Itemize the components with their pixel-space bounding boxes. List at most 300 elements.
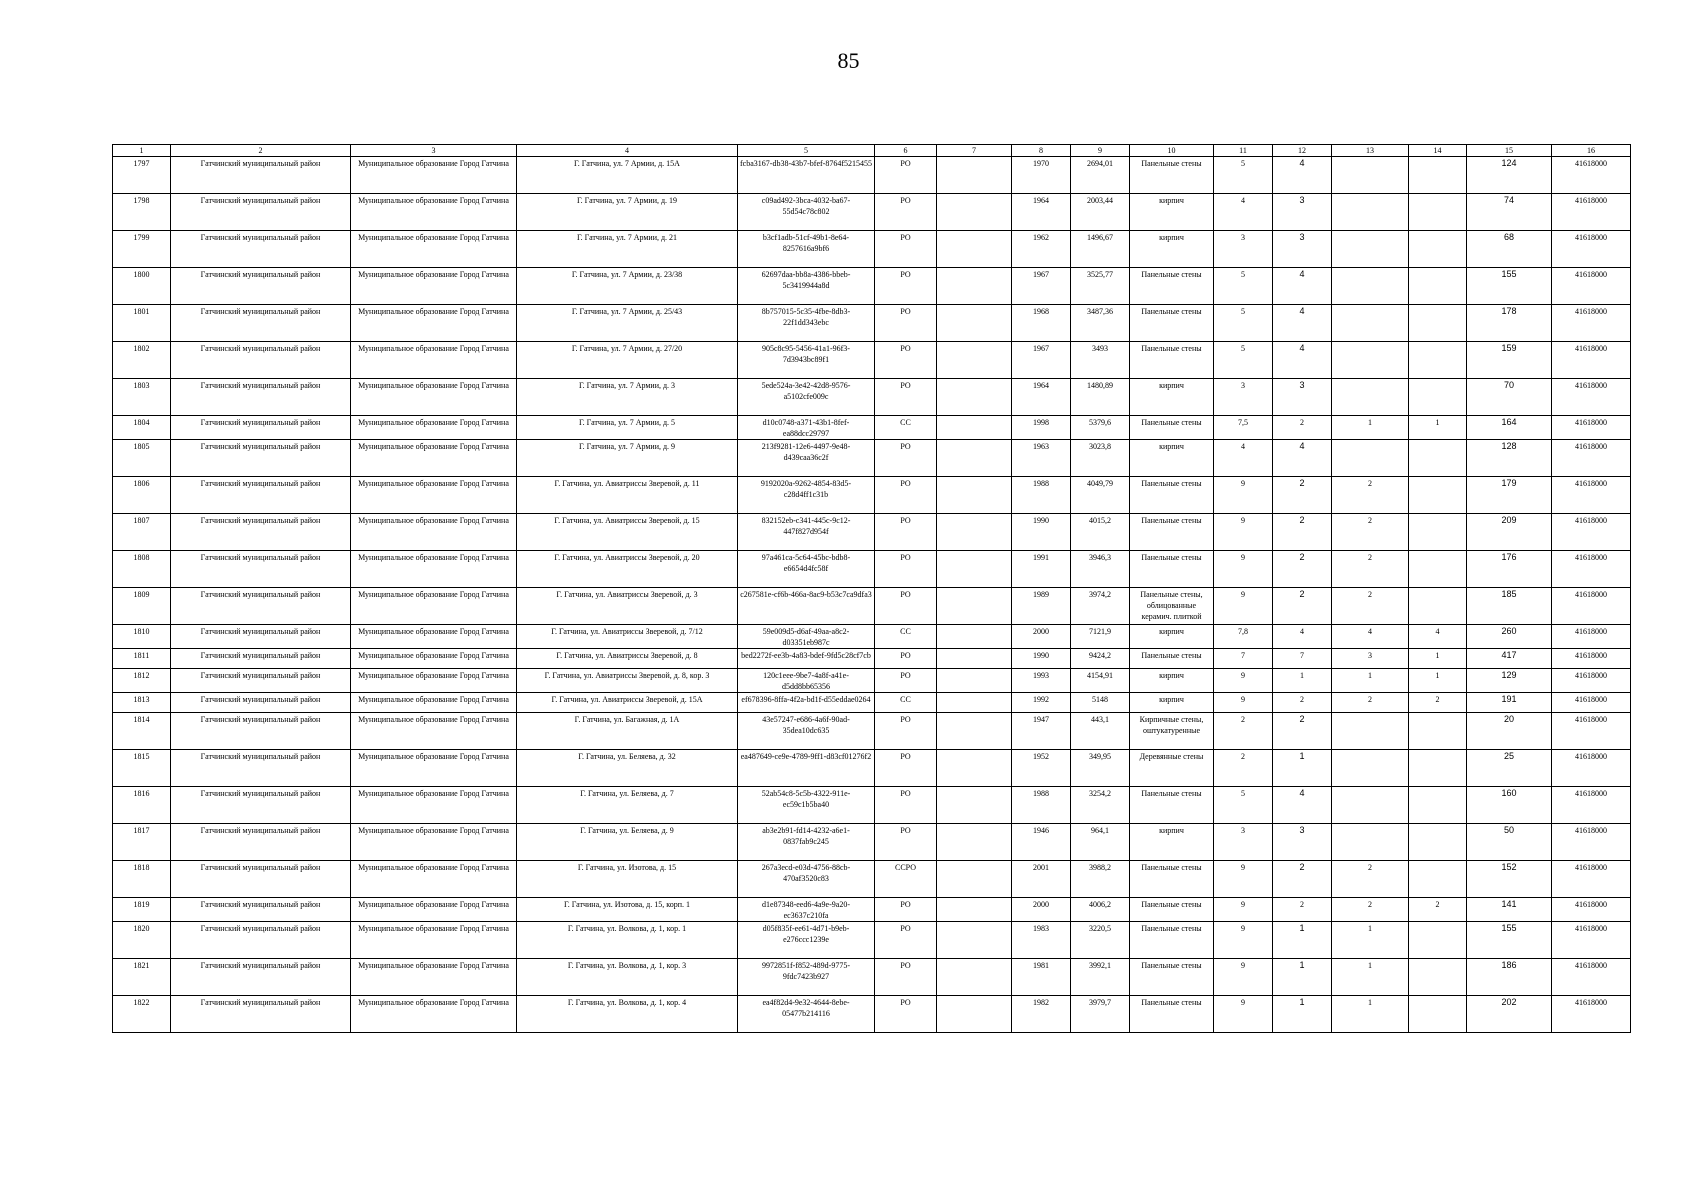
cell-category: РО bbox=[875, 959, 937, 996]
cell-wall-material: Кирпичные стены, оштукатуренные bbox=[1130, 713, 1214, 750]
cell-category: РО bbox=[875, 231, 937, 268]
cell-floors: 9 bbox=[1214, 551, 1273, 588]
cell-floors: 5 bbox=[1214, 268, 1273, 305]
cell-col-7 bbox=[937, 649, 1012, 669]
cell-year-built: 1970 bbox=[1012, 157, 1071, 194]
cell-col-13: 1 bbox=[1332, 669, 1409, 693]
cell-row-number: 1802 bbox=[113, 342, 171, 379]
cell-residents: 185 bbox=[1467, 588, 1552, 625]
cell-entrances: 2 bbox=[1273, 416, 1332, 440]
cell-area: 9424,2 bbox=[1071, 649, 1130, 669]
cell-address: Г. Гатчина, ул. Изотова, д. 15 bbox=[517, 861, 738, 898]
table-row bbox=[113, 750, 1631, 787]
cell-year-built: 1964 bbox=[1012, 379, 1071, 416]
cell-entrances: 1 bbox=[1273, 922, 1332, 959]
cell-category: РО bbox=[875, 305, 937, 342]
cell-wall-material: Панельные стены bbox=[1130, 959, 1214, 996]
cell-floors: 9 bbox=[1214, 898, 1273, 922]
cell-residents: 50 bbox=[1467, 824, 1552, 861]
cell-municipality: Муниципальное образование Город Гатчина bbox=[351, 669, 517, 693]
cell-year-built: 1998 bbox=[1012, 416, 1071, 440]
cell-district: Гатчинский муниципальный район bbox=[171, 922, 351, 959]
cell-fias-id: c267581e-cf6b-466a-8ac9-b53c7ca9dfa3 bbox=[738, 588, 875, 625]
cell-col-14: 1 bbox=[1409, 416, 1467, 440]
cell-wall-material: Панельные стены bbox=[1130, 787, 1214, 824]
cell-col-14 bbox=[1409, 861, 1467, 898]
cell-oktmo: 41618000 bbox=[1552, 305, 1631, 342]
cell-residents: 160 bbox=[1467, 787, 1552, 824]
cell-area: 3220,5 bbox=[1071, 922, 1130, 959]
cell-col-7 bbox=[937, 268, 1012, 305]
cell-municipality: Муниципальное образование Город Гатчина bbox=[351, 514, 517, 551]
cell-col-13: 2 bbox=[1332, 588, 1409, 625]
cell-municipality: Муниципальное образование Город Гатчина bbox=[351, 959, 517, 996]
cell-year-built: 1982 bbox=[1012, 996, 1071, 1033]
cell-category: РО bbox=[875, 379, 937, 416]
cell-residents: 260 bbox=[1467, 625, 1552, 649]
page-number: 85 bbox=[837, 48, 860, 73]
cell-col-7 bbox=[937, 713, 1012, 750]
cell-floors: 5 bbox=[1214, 342, 1273, 379]
cell-oktmo: 41618000 bbox=[1552, 959, 1631, 996]
cell-row-number: 1808 bbox=[113, 551, 171, 588]
cell-district: Гатчинский муниципальный район bbox=[171, 693, 351, 713]
cell-fias-id: fcba3167-db38-43b7-bfef-8764f5215455 bbox=[738, 157, 875, 194]
cell-category: РО bbox=[875, 551, 937, 588]
cell-address: Г. Гатчина, ул. Изотова, д. 15, корп. 1 bbox=[517, 898, 738, 922]
cell-col-14 bbox=[1409, 477, 1467, 514]
cell-category: РО bbox=[875, 440, 937, 477]
column-header-12: 12 bbox=[1273, 145, 1332, 157]
table-row bbox=[113, 588, 1631, 625]
cell-col-14 bbox=[1409, 231, 1467, 268]
cell-col-14 bbox=[1409, 787, 1467, 824]
cell-area: 7121,9 bbox=[1071, 625, 1130, 649]
cell-fias-id: 120c1eee-9be7-4a8f-a41e-d5dd8bb65356 bbox=[738, 669, 875, 693]
cell-year-built: 1968 bbox=[1012, 305, 1071, 342]
cell-oktmo: 41618000 bbox=[1552, 157, 1631, 194]
cell-col-14 bbox=[1409, 551, 1467, 588]
cell-address: Г. Гатчина, ул. Беляева, д. 7 bbox=[517, 787, 738, 824]
cell-municipality: Муниципальное образование Город Гатчина bbox=[351, 588, 517, 625]
cell-col-13 bbox=[1332, 342, 1409, 379]
cell-oktmo: 41618000 bbox=[1552, 551, 1631, 588]
cell-floors: 9 bbox=[1214, 922, 1273, 959]
cell-entrances: 4 bbox=[1273, 305, 1332, 342]
cell-year-built: 1963 bbox=[1012, 440, 1071, 477]
cell-col-14 bbox=[1409, 440, 1467, 477]
cell-col-7 bbox=[937, 416, 1012, 440]
cell-col-14 bbox=[1409, 922, 1467, 959]
cell-wall-material: Панельные стены bbox=[1130, 514, 1214, 551]
cell-category: РО bbox=[875, 750, 937, 787]
cell-wall-material: Панельные стены bbox=[1130, 649, 1214, 669]
cell-category: РО bbox=[875, 922, 937, 959]
cell-district: Гатчинский муниципальный район bbox=[171, 342, 351, 379]
cell-col-13 bbox=[1332, 824, 1409, 861]
cell-col-7 bbox=[937, 342, 1012, 379]
cell-entrances: 2 bbox=[1273, 514, 1332, 551]
table-row bbox=[113, 231, 1631, 268]
table-row bbox=[113, 787, 1631, 824]
cell-col-13: 2 bbox=[1332, 477, 1409, 514]
cell-district: Гатчинский муниципальный район bbox=[171, 649, 351, 669]
cell-floors: 3 bbox=[1214, 824, 1273, 861]
cell-col-13: 4 bbox=[1332, 625, 1409, 649]
table-row bbox=[113, 157, 1631, 194]
cell-address: Г. Гатчина, ул. Авиатриссы Зверевой, д. 3 bbox=[517, 588, 738, 625]
cell-row-number: 1818 bbox=[113, 861, 171, 898]
cell-residents: 202 bbox=[1467, 996, 1552, 1033]
cell-district: Гатчинский муниципальный район bbox=[171, 750, 351, 787]
cell-category: РО bbox=[875, 588, 937, 625]
cell-area: 3023,8 bbox=[1071, 440, 1130, 477]
cell-area: 3946,3 bbox=[1071, 551, 1130, 588]
cell-municipality: Муниципальное образование Город Гатчина bbox=[351, 440, 517, 477]
cell-wall-material: кирпич bbox=[1130, 669, 1214, 693]
cell-col-7 bbox=[937, 231, 1012, 268]
cell-category: РО bbox=[875, 824, 937, 861]
cell-district: Гатчинский муниципальный район bbox=[171, 898, 351, 922]
cell-col-7 bbox=[937, 157, 1012, 194]
cell-district: Гатчинский муниципальный район bbox=[171, 625, 351, 649]
cell-col-7 bbox=[937, 194, 1012, 231]
cell-residents: 124 bbox=[1467, 157, 1552, 194]
table-row bbox=[113, 625, 1631, 649]
cell-entrances: 4 bbox=[1273, 787, 1332, 824]
cell-row-number: 1820 bbox=[113, 922, 171, 959]
cell-entrances: 4 bbox=[1273, 342, 1332, 379]
table-row bbox=[113, 922, 1631, 959]
cell-col-14 bbox=[1409, 713, 1467, 750]
cell-oktmo: 41618000 bbox=[1552, 477, 1631, 514]
cell-col-13: 2 bbox=[1332, 693, 1409, 713]
cell-oktmo: 41618000 bbox=[1552, 649, 1631, 669]
cell-wall-material: Панельные стены bbox=[1130, 416, 1214, 440]
cell-entrances: 3 bbox=[1273, 231, 1332, 268]
cell-col-13 bbox=[1332, 194, 1409, 231]
cell-municipality: Муниципальное образование Город Гатчина bbox=[351, 750, 517, 787]
cell-district: Гатчинский муниципальный район bbox=[171, 231, 351, 268]
cell-row-number: 1821 bbox=[113, 959, 171, 996]
cell-fias-id: ab3e2b91-fd14-4232-a6e1-0837fab9c245 bbox=[738, 824, 875, 861]
column-header-11: 11 bbox=[1214, 145, 1273, 157]
table-row bbox=[113, 649, 1631, 669]
cell-entrances: 2 bbox=[1273, 898, 1332, 922]
cell-year-built: 1962 bbox=[1012, 231, 1071, 268]
cell-row-number: 1801 bbox=[113, 305, 171, 342]
cell-fias-id: ef678396-8ffa-4f2a-bd1f-d55eddae0264 bbox=[738, 693, 875, 713]
cell-col-13 bbox=[1332, 231, 1409, 268]
cell-address: Г. Гатчина, ул. 7 Армии, д. 25/43 bbox=[517, 305, 738, 342]
cell-residents: 159 bbox=[1467, 342, 1552, 379]
cell-col-7 bbox=[937, 824, 1012, 861]
cell-col-14 bbox=[1409, 305, 1467, 342]
cell-address: Г. Гатчина, ул. Авиатриссы Зверевой, д. 8 bbox=[517, 649, 738, 669]
cell-row-number: 1822 bbox=[113, 996, 171, 1033]
cell-wall-material: Панельные стены, облицованные керамич. плиткой bbox=[1130, 588, 1214, 625]
cell-col-14: 1 bbox=[1409, 649, 1467, 669]
cell-floors: 4 bbox=[1214, 194, 1273, 231]
cell-municipality: Муниципальное образование Город Гатчина bbox=[351, 787, 517, 824]
cell-year-built: 1947 bbox=[1012, 713, 1071, 750]
cell-wall-material: Панельные стены bbox=[1130, 305, 1214, 342]
cell-year-built: 2000 bbox=[1012, 625, 1071, 649]
cell-wall-material: кирпич bbox=[1130, 625, 1214, 649]
cell-residents: 20 bbox=[1467, 713, 1552, 750]
cell-col-14 bbox=[1409, 824, 1467, 861]
cell-fias-id: ea4f82d4-9e32-4644-8ebe-05477b214116 bbox=[738, 996, 875, 1033]
cell-year-built: 2000 bbox=[1012, 898, 1071, 922]
column-header-3: 3 bbox=[351, 145, 517, 157]
cell-municipality: Муниципальное образование Город Гатчина bbox=[351, 898, 517, 922]
cell-category: РО bbox=[875, 713, 937, 750]
cell-municipality: Муниципальное образование Город Гатчина bbox=[351, 649, 517, 669]
cell-col-7 bbox=[937, 861, 1012, 898]
cell-floors: 7,8 bbox=[1214, 625, 1273, 649]
cell-municipality: Муниципальное образование Город Гатчина bbox=[351, 416, 517, 440]
cell-wall-material: кирпич bbox=[1130, 231, 1214, 268]
table-row bbox=[113, 713, 1631, 750]
cell-area: 4049,79 bbox=[1071, 477, 1130, 514]
cell-col-7 bbox=[937, 996, 1012, 1033]
cell-year-built: 1988 bbox=[1012, 477, 1071, 514]
cell-oktmo: 41618000 bbox=[1552, 514, 1631, 551]
cell-row-number: 1819 bbox=[113, 898, 171, 922]
cell-oktmo: 41618000 bbox=[1552, 440, 1631, 477]
cell-area: 5148 bbox=[1071, 693, 1130, 713]
cell-area: 349,95 bbox=[1071, 750, 1130, 787]
cell-col-7 bbox=[937, 959, 1012, 996]
cell-category: РО bbox=[875, 268, 937, 305]
cell-oktmo: 41618000 bbox=[1552, 861, 1631, 898]
cell-entrances: 2 bbox=[1273, 588, 1332, 625]
cell-row-number: 1812 bbox=[113, 669, 171, 693]
cell-entrances: 1 bbox=[1273, 750, 1332, 787]
cell-entrances: 3 bbox=[1273, 379, 1332, 416]
cell-entrances: 1 bbox=[1273, 996, 1332, 1033]
cell-col-7 bbox=[937, 898, 1012, 922]
cell-district: Гатчинский муниципальный район bbox=[171, 514, 351, 551]
cell-col-13: 1 bbox=[1332, 416, 1409, 440]
cell-address: Г. Гатчина, ул. Волкова, д. 1, кор. 3 bbox=[517, 959, 738, 996]
cell-row-number: 1798 bbox=[113, 194, 171, 231]
cell-floors: 9 bbox=[1214, 959, 1273, 996]
housing-registry-table bbox=[112, 144, 1631, 1033]
cell-area: 1480,89 bbox=[1071, 379, 1130, 416]
cell-row-number: 1807 bbox=[113, 514, 171, 551]
cell-col-13 bbox=[1332, 787, 1409, 824]
cell-col-13 bbox=[1332, 305, 1409, 342]
cell-row-number: 1800 bbox=[113, 268, 171, 305]
cell-wall-material: Панельные стены bbox=[1130, 922, 1214, 959]
cell-municipality: Муниципальное образование Город Гатчина bbox=[351, 342, 517, 379]
cell-wall-material: Панельные стены bbox=[1130, 268, 1214, 305]
cell-address: Г. Гатчина, ул. Авиатриссы Зверевой, д. 15 bbox=[517, 514, 738, 551]
cell-residents: 68 bbox=[1467, 231, 1552, 268]
cell-address: Г. Гатчина, ул. 7 Армии, д. 5 bbox=[517, 416, 738, 440]
cell-address: Г. Гатчина, ул. 7 Армии, д. 27/20 bbox=[517, 342, 738, 379]
cell-floors: 2 bbox=[1214, 750, 1273, 787]
cell-row-number: 1805 bbox=[113, 440, 171, 477]
cell-municipality: Муниципальное образование Город Гатчина bbox=[351, 231, 517, 268]
cell-oktmo: 41618000 bbox=[1552, 588, 1631, 625]
cell-fias-id: 59e009d5-d6af-49aa-a8c2-d03351eb987c bbox=[738, 625, 875, 649]
cell-category: РО bbox=[875, 787, 937, 824]
column-header-5: 5 bbox=[738, 145, 875, 157]
cell-col-13 bbox=[1332, 750, 1409, 787]
cell-fias-id: 52ab54c8-5c5b-4322-911e-ec59c1b5ba40 bbox=[738, 787, 875, 824]
cell-address: Г. Гатчина, ул. Авиатриссы Зверевой, д. 15А bbox=[517, 693, 738, 713]
cell-category: РО bbox=[875, 649, 937, 669]
cell-col-7 bbox=[937, 693, 1012, 713]
cell-col-13 bbox=[1332, 268, 1409, 305]
cell-residents: 186 bbox=[1467, 959, 1552, 996]
cell-district: Гатчинский муниципальный район bbox=[171, 787, 351, 824]
cell-entrances: 2 bbox=[1273, 693, 1332, 713]
cell-floors: 9 bbox=[1214, 588, 1273, 625]
cell-area: 4015,2 bbox=[1071, 514, 1130, 551]
cell-category: РО bbox=[875, 669, 937, 693]
cell-row-number: 1797 bbox=[113, 157, 171, 194]
cell-fias-id: d1e87348-eed6-4a9e-9a20-ec3637c210fa bbox=[738, 898, 875, 922]
cell-wall-material: Панельные стены bbox=[1130, 157, 1214, 194]
cell-col-14: 1 bbox=[1409, 669, 1467, 693]
cell-oktmo: 41618000 bbox=[1552, 231, 1631, 268]
cell-address: Г. Гатчина, ул. Багажная, д. 1А bbox=[517, 713, 738, 750]
cell-year-built: 1993 bbox=[1012, 669, 1071, 693]
cell-wall-material: кирпич bbox=[1130, 440, 1214, 477]
cell-col-13: 1 bbox=[1332, 959, 1409, 996]
cell-address: Г. Гатчина, ул. Авиатриссы Зверевой, д. 8, кор. 3 bbox=[517, 669, 738, 693]
table-row bbox=[113, 268, 1631, 305]
column-header-14: 14 bbox=[1409, 145, 1467, 157]
cell-row-number: 1811 bbox=[113, 649, 171, 669]
cell-district: Гатчинский муниципальный район bbox=[171, 551, 351, 588]
cell-category: РО bbox=[875, 514, 937, 551]
cell-col-7 bbox=[937, 514, 1012, 551]
cell-residents: 209 bbox=[1467, 514, 1552, 551]
cell-address: Г. Гатчина, ул. 7 Армии, д. 23/38 bbox=[517, 268, 738, 305]
cell-municipality: Муниципальное образование Город Гатчина bbox=[351, 305, 517, 342]
cell-col-14 bbox=[1409, 750, 1467, 787]
column-header-10: 10 bbox=[1130, 145, 1214, 157]
cell-year-built: 1964 bbox=[1012, 194, 1071, 231]
cell-area: 3988,2 bbox=[1071, 861, 1130, 898]
cell-residents: 164 bbox=[1467, 416, 1552, 440]
cell-area: 1496,67 bbox=[1071, 231, 1130, 268]
column-header-6: 6 bbox=[875, 145, 937, 157]
cell-residents: 129 bbox=[1467, 669, 1552, 693]
table-row bbox=[113, 440, 1631, 477]
cell-col-13: 1 bbox=[1332, 922, 1409, 959]
cell-floors: 3 bbox=[1214, 379, 1273, 416]
table-row bbox=[113, 959, 1631, 996]
cell-floors: 9 bbox=[1214, 477, 1273, 514]
cell-oktmo: 41618000 bbox=[1552, 787, 1631, 824]
cell-municipality: Муниципальное образование Город Гатчина bbox=[351, 824, 517, 861]
column-header-7: 7 bbox=[937, 145, 1012, 157]
cell-col-7 bbox=[937, 477, 1012, 514]
cell-area: 3992,1 bbox=[1071, 959, 1130, 996]
cell-municipality: Муниципальное образование Город Гатчина bbox=[351, 922, 517, 959]
cell-row-number: 1815 bbox=[113, 750, 171, 787]
cell-entrances: 2 bbox=[1273, 713, 1332, 750]
cell-col-13: 2 bbox=[1332, 551, 1409, 588]
cell-col-13: 2 bbox=[1332, 514, 1409, 551]
cell-wall-material: Панельные стены bbox=[1130, 477, 1214, 514]
cell-category: РО bbox=[875, 342, 937, 379]
cell-entrances: 3 bbox=[1273, 824, 1332, 861]
cell-municipality: Муниципальное образование Город Гатчина bbox=[351, 379, 517, 416]
column-header-1: 1 bbox=[113, 145, 171, 157]
table-row bbox=[113, 551, 1631, 588]
table-row bbox=[113, 824, 1631, 861]
cell-row-number: 1803 bbox=[113, 379, 171, 416]
cell-col-13 bbox=[1332, 440, 1409, 477]
cell-col-7 bbox=[937, 305, 1012, 342]
cell-fias-id: 9192020a-9262-4854-83d5-c28d4ff1c31b bbox=[738, 477, 875, 514]
cell-district: Гатчинский муниципальный район bbox=[171, 416, 351, 440]
cell-entrances: 1 bbox=[1273, 669, 1332, 693]
cell-address: Г. Гатчина, ул. 7 Армии, д. 3 bbox=[517, 379, 738, 416]
cell-entrances: 4 bbox=[1273, 625, 1332, 649]
cell-district: Гатчинский муниципальный район bbox=[171, 477, 351, 514]
cell-floors: 9 bbox=[1214, 861, 1273, 898]
cell-col-14 bbox=[1409, 959, 1467, 996]
cell-fias-id: 213f9281-12e6-4497-9e48-d439caa36c2f bbox=[738, 440, 875, 477]
cell-col-7 bbox=[937, 625, 1012, 649]
cell-oktmo: 41618000 bbox=[1552, 713, 1631, 750]
cell-year-built: 2001 bbox=[1012, 861, 1071, 898]
cell-year-built: 1952 bbox=[1012, 750, 1071, 787]
column-header-13: 13 bbox=[1332, 145, 1409, 157]
cell-entrances: 2 bbox=[1273, 477, 1332, 514]
cell-floors: 4 bbox=[1214, 440, 1273, 477]
cell-oktmo: 41618000 bbox=[1552, 416, 1631, 440]
cell-fias-id: 8b757015-5c35-4fbe-8db3-22f1dd343ebc bbox=[738, 305, 875, 342]
cell-entrances: 7 bbox=[1273, 649, 1332, 669]
cell-col-13: 1 bbox=[1332, 996, 1409, 1033]
cell-col-13: 2 bbox=[1332, 861, 1409, 898]
cell-col-14 bbox=[1409, 342, 1467, 379]
cell-col-14 bbox=[1409, 379, 1467, 416]
cell-category: РО bbox=[875, 477, 937, 514]
column-number-header-row bbox=[113, 145, 1631, 157]
cell-fias-id: d10c0748-a371-43b1-8fef-ea88dcc29797 bbox=[738, 416, 875, 440]
cell-district: Гатчинский муниципальный район bbox=[171, 959, 351, 996]
cell-residents: 128 bbox=[1467, 440, 1552, 477]
cell-col-14 bbox=[1409, 588, 1467, 625]
cell-year-built: 1967 bbox=[1012, 268, 1071, 305]
cell-municipality: Муниципальное образование Город Гатчина bbox=[351, 268, 517, 305]
cell-area: 3254,2 bbox=[1071, 787, 1130, 824]
cell-entrances: 2 bbox=[1273, 861, 1332, 898]
cell-year-built: 1981 bbox=[1012, 959, 1071, 996]
cell-row-number: 1816 bbox=[113, 787, 171, 824]
cell-year-built: 1990 bbox=[1012, 649, 1071, 669]
cell-fias-id: 267a3ecd-e03d-4756-88cb-470af3520c83 bbox=[738, 861, 875, 898]
cell-address: Г. Гатчина, ул. Волкова, д. 1, кор. 1 bbox=[517, 922, 738, 959]
cell-area: 5379,6 bbox=[1071, 416, 1130, 440]
cell-col-14: 2 bbox=[1409, 898, 1467, 922]
cell-wall-material: кирпич bbox=[1130, 693, 1214, 713]
cell-floors: 9 bbox=[1214, 693, 1273, 713]
cell-oktmo: 41618000 bbox=[1552, 693, 1631, 713]
cell-area: 964,1 bbox=[1071, 824, 1130, 861]
cell-row-number: 1810 bbox=[113, 625, 171, 649]
cell-oktmo: 41618000 bbox=[1552, 342, 1631, 379]
